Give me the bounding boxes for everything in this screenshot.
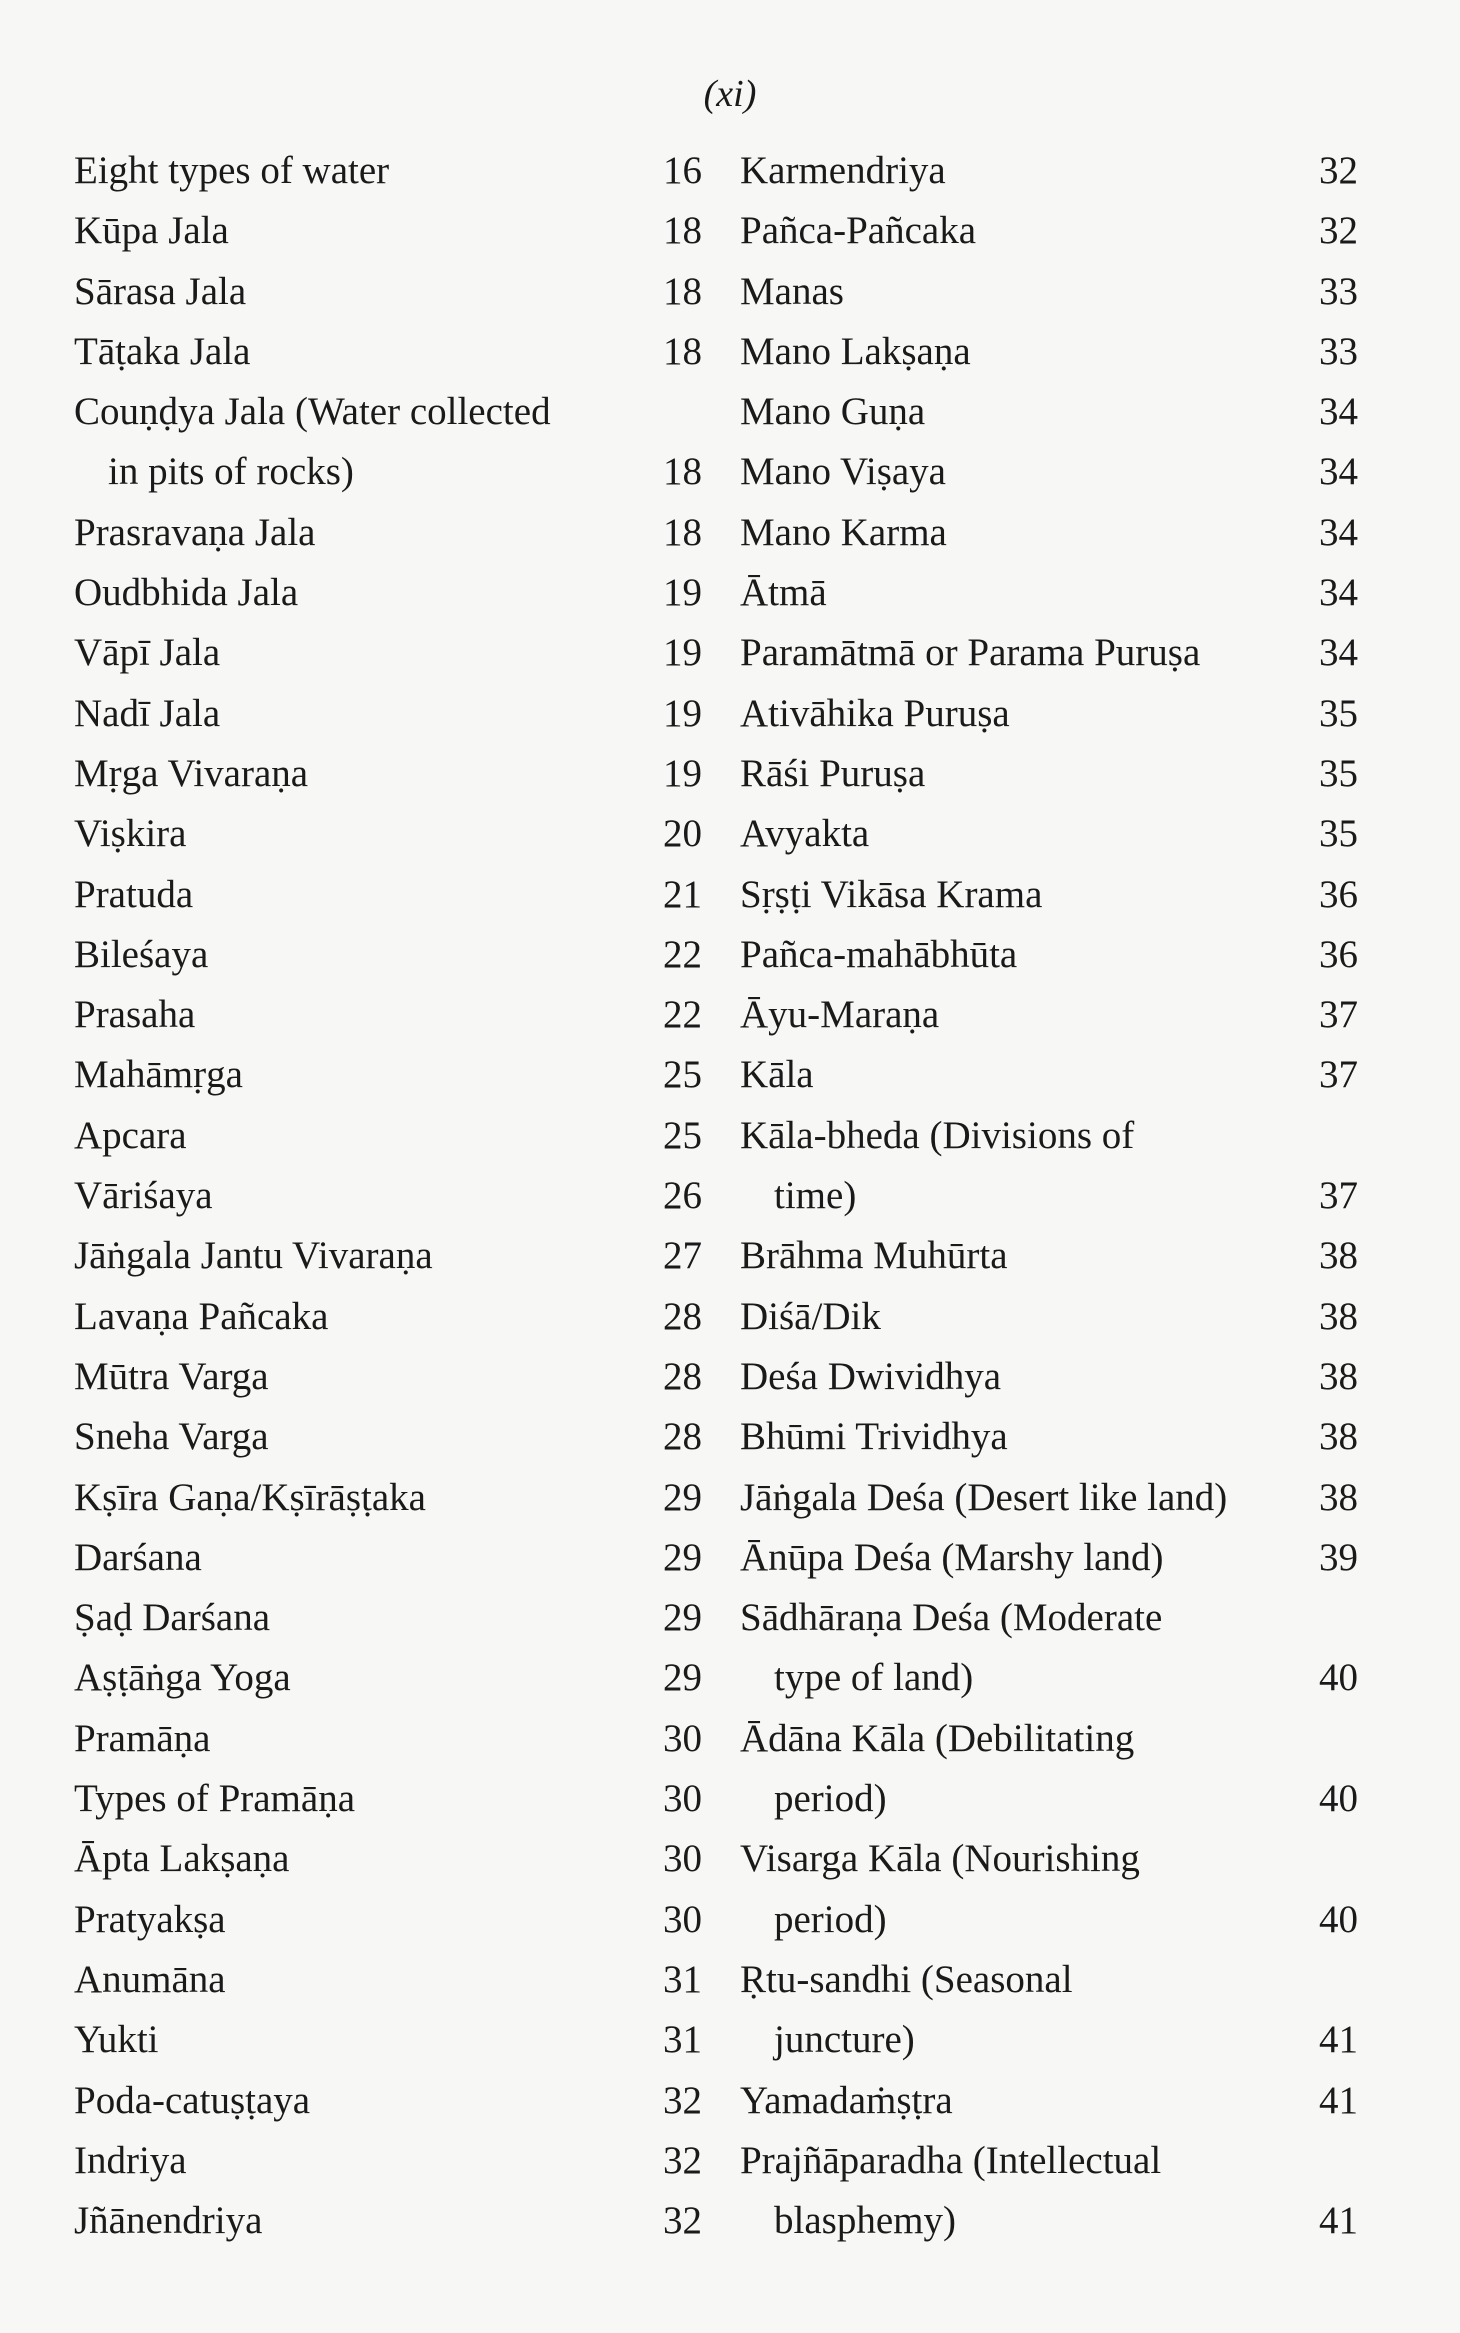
contents-entry xyxy=(740,2071,1358,2131)
entry-page-number: 18 xyxy=(663,209,702,253)
entry-page-number: 40 xyxy=(1319,1656,1358,1700)
contents-entry xyxy=(74,503,702,563)
contents-entry xyxy=(74,141,702,201)
entry-title: Vāriśaya xyxy=(74,1174,213,1218)
entry-page-number: 18 xyxy=(663,269,702,313)
contents-entry xyxy=(740,1226,1358,1286)
contents-entry xyxy=(740,1528,1358,1588)
entry-title: Mahāmṛga xyxy=(74,1053,243,1097)
entry-page-number: 31 xyxy=(663,2018,702,2062)
contents-entry xyxy=(74,1950,702,2010)
entry-page-number: 30 xyxy=(663,1777,702,1821)
entry-title: Rāśi Puruṣa xyxy=(740,751,926,795)
entry-page-number: 32 xyxy=(663,2078,702,2122)
entry-page-number: 19 xyxy=(663,751,702,795)
entry-title: Bileśaya xyxy=(74,932,209,976)
contents-entry xyxy=(740,201,1358,261)
contents-entry xyxy=(74,382,702,503)
entry-title: Ādāna Kāla (Debilitating xyxy=(740,1716,1135,1760)
entry-title: Kṣīra Gaṇa/Kṣīrāṣṭaka xyxy=(74,1475,426,1519)
entry-page-number: 19 xyxy=(663,631,702,675)
contents-entry xyxy=(74,2191,702,2251)
entry-title: Types of Pramāṇa xyxy=(74,1777,356,1821)
contents-entry xyxy=(74,1709,702,1769)
entry-page-number: 25 xyxy=(663,1113,702,1157)
entry-page-number: 28 xyxy=(663,1294,702,1338)
entry-title: Aṣṭāṅga Yoga xyxy=(74,1656,291,1700)
entry-page-number: 19 xyxy=(663,691,702,735)
entry-page-number: 34 xyxy=(1319,450,1358,494)
entry-page-number: 38 xyxy=(1319,1415,1358,1459)
entry-title: Jāṅgala Deśa (Desert like land) xyxy=(740,1475,1228,1519)
entry-title: Brāhma Muhūrta xyxy=(740,1234,1008,1278)
contents-entry xyxy=(740,2131,1358,2252)
contents-entry xyxy=(740,442,1358,502)
entry-page-number: 37 xyxy=(1319,1174,1358,1218)
contents-entry xyxy=(74,1769,702,1829)
entry-page-number: 41 xyxy=(1319,2078,1358,2122)
entry-title: Mano Guṇa xyxy=(740,390,926,434)
contents-entry xyxy=(74,262,702,322)
entry-page-number: 19 xyxy=(663,571,702,615)
entry-title: Pañca-mahābhūta xyxy=(740,932,1018,976)
contents-entry xyxy=(74,322,702,382)
entry-title: Sādhāraṇa Deśa (Moderate xyxy=(740,1596,1163,1640)
contents-entry xyxy=(740,141,1358,201)
entry-title: Kāla xyxy=(740,1053,814,1097)
entry-title: Apcara xyxy=(74,1113,187,1157)
entry-page-number: 40 xyxy=(1319,1777,1358,1821)
entry-title: Tāṭaka Jala xyxy=(74,329,251,373)
entry-page-number: 29 xyxy=(663,1656,702,1700)
contents-entry xyxy=(740,503,1358,563)
entry-title: Karmendriya xyxy=(740,149,946,192)
entry-title: Indriya xyxy=(74,2138,187,2182)
entry-page-number: 41 xyxy=(1319,2199,1358,2243)
contents-entry xyxy=(74,1588,702,1648)
contents-entry xyxy=(74,623,702,683)
entry-title: Sṛṣṭi Vikāsa Krama xyxy=(740,872,1043,916)
entry-title: Mṛga Vivaraṇa xyxy=(74,751,309,795)
contents-entry xyxy=(740,865,1358,925)
entry-page-number: 22 xyxy=(663,993,702,1037)
entry-page-number: 36 xyxy=(1319,932,1358,976)
entry-title: Sneha Varga xyxy=(74,1415,269,1459)
contents-entry xyxy=(740,1950,1358,2071)
entry-title: Lavaṇa Pañcaka xyxy=(74,1294,329,1338)
entry-title: Mano Karma xyxy=(740,510,947,554)
entry-page-number: 37 xyxy=(1319,993,1358,1037)
entry-page-number: 41 xyxy=(1319,2018,1358,2062)
entry-page-number: 20 xyxy=(663,812,702,856)
entry-page-number: 35 xyxy=(1319,751,1358,795)
entry-title: Bhūmi Trividhya xyxy=(740,1415,1008,1459)
contents-column-left xyxy=(74,141,702,2251)
contents-entry xyxy=(740,684,1358,744)
entry-title: juncture) xyxy=(774,2018,915,2062)
entry-title: Ātmā xyxy=(740,571,827,615)
entry-title: Nadī Jala xyxy=(74,691,221,735)
entry-page-number: 27 xyxy=(663,1234,702,1278)
entry-page-number: 35 xyxy=(1319,812,1358,856)
entry-page-number: 36 xyxy=(1319,872,1358,916)
contents-entry xyxy=(740,985,1358,1045)
contents-entry xyxy=(740,563,1358,623)
contents-entry xyxy=(74,1287,702,1347)
entry-page-number: 16 xyxy=(663,149,702,192)
entry-page-number: 29 xyxy=(663,1535,702,1579)
entry-title: Oudbhida Jala xyxy=(74,571,299,615)
entry-title: Yukti xyxy=(74,2018,159,2062)
entry-page-number: 18 xyxy=(663,510,702,554)
contents-entry xyxy=(740,623,1358,683)
entry-title: Prajñāparadha (Intellectual xyxy=(740,2138,1162,2182)
contents-entry xyxy=(740,1468,1358,1528)
contents-entry xyxy=(74,1166,702,1226)
entry-title: Āpta Lakṣaṇa xyxy=(74,1837,290,1881)
entry-page-number: 28 xyxy=(663,1354,702,1398)
entry-title: Anumāna xyxy=(74,1957,226,2001)
contents-entry xyxy=(74,563,702,623)
entry-page-number: 32 xyxy=(1319,209,1358,253)
entry-title: Prasravaṇa Jala xyxy=(74,510,316,554)
entry-page-number: 30 xyxy=(663,1837,702,1881)
contents-entry xyxy=(740,1829,1358,1950)
entry-title: Sārasa Jala xyxy=(74,269,247,313)
entry-title: Poda-catuṣṭaya xyxy=(74,2078,311,2122)
entry-title: Kāla-bheda (Divisions of xyxy=(740,1113,1135,1157)
contents-entry xyxy=(740,1588,1358,1709)
entry-title: Viṣkira xyxy=(74,812,187,856)
contents-entry xyxy=(74,1347,702,1407)
entry-title: Eight types of water xyxy=(74,149,390,192)
contents-entry xyxy=(74,1106,702,1166)
entry-page-number: 28 xyxy=(663,1415,702,1459)
entry-page-number: 32 xyxy=(663,2199,702,2243)
entry-title: Pratuda xyxy=(74,872,194,916)
entry-title: Diśā/Dik xyxy=(740,1294,881,1338)
entry-title: Ṣaḍ Darśana xyxy=(74,1596,271,1640)
contents-entry xyxy=(740,1709,1358,1830)
entry-page-number: 35 xyxy=(1319,691,1358,735)
contents-entry xyxy=(740,925,1358,985)
contents-entry xyxy=(74,925,702,985)
entry-title: Pramāṇa xyxy=(74,1716,211,1760)
entry-page-number: 34 xyxy=(1319,631,1358,675)
entry-page-number: 39 xyxy=(1319,1535,1358,1579)
entry-page-number: 18 xyxy=(663,329,702,373)
entry-title: Jāṅgala Jantu Vivaraṇa xyxy=(74,1234,433,1278)
page-folio: (xi) xyxy=(703,73,757,115)
contents-entry xyxy=(74,684,702,744)
contents-entry xyxy=(74,1226,702,1286)
contents-entry xyxy=(74,865,702,925)
contents-entry xyxy=(740,1347,1358,1407)
entry-page-number: 38 xyxy=(1319,1475,1358,1519)
contents-entry xyxy=(74,985,702,1045)
contents-entry xyxy=(740,1106,1358,1227)
entry-title: time) xyxy=(774,1174,857,1218)
entry-title: Ativāhika Puruṣa xyxy=(740,691,1010,735)
contents-entry xyxy=(74,744,702,804)
entry-page-number: 40 xyxy=(1319,1897,1358,1941)
entry-title: Prasaha xyxy=(74,993,196,1037)
contents-entry xyxy=(74,804,702,864)
contents-entry xyxy=(74,201,702,261)
entry-page-number: 18 xyxy=(663,450,702,494)
entry-title: Jñānendriya xyxy=(74,2199,263,2243)
contents-entry xyxy=(74,1407,702,1467)
contents-entry xyxy=(740,382,1358,442)
entry-page-number: 31 xyxy=(663,1957,702,2001)
entry-title: Avyakta xyxy=(740,812,870,856)
entry-page-number: 25 xyxy=(663,1053,702,1097)
entry-title: Pañca-Pañcaka xyxy=(740,209,977,253)
entry-title: Darśana xyxy=(74,1535,202,1579)
contents-entry xyxy=(74,1468,702,1528)
contents-column-right xyxy=(740,141,1358,2251)
contents-entry xyxy=(740,1045,1358,1105)
entry-title: Mano Viṣaya xyxy=(740,450,946,494)
entry-title: Āyu-Maraṇa xyxy=(740,993,940,1037)
contents-entry xyxy=(74,1045,702,1105)
contents-entry xyxy=(740,804,1358,864)
entry-page-number: 33 xyxy=(1319,329,1358,373)
entry-title: in pits of rocks) xyxy=(108,450,354,494)
contents-entry xyxy=(74,1890,702,1950)
entry-title: Deśa Dwividhya xyxy=(740,1354,1002,1398)
contents-entry xyxy=(74,1648,702,1708)
entry-page-number: 32 xyxy=(663,2138,702,2182)
entry-title: Mūtra Varga xyxy=(74,1354,269,1398)
entry-title: Couṇḍya Jala (Water collected xyxy=(74,390,551,434)
entry-page-number: 38 xyxy=(1319,1354,1358,1398)
entry-page-number: 26 xyxy=(663,1174,702,1218)
entry-page-number: 32 xyxy=(1319,149,1358,192)
contents-entry xyxy=(74,1829,702,1889)
entry-title: Pratyakṣa xyxy=(74,1897,226,1941)
entry-page-number: 29 xyxy=(663,1596,702,1640)
contents-entry xyxy=(74,2071,702,2131)
entry-title: period) xyxy=(774,1897,887,1941)
entry-page-number: 30 xyxy=(663,1897,702,1941)
entry-page-number: 38 xyxy=(1319,1294,1358,1338)
contents-entry xyxy=(740,262,1358,322)
contents-entry xyxy=(740,744,1358,804)
entry-page-number: 34 xyxy=(1319,571,1358,615)
entry-page-number: 33 xyxy=(1319,269,1358,313)
contents-entry xyxy=(740,1287,1358,1347)
entry-title: type of land) xyxy=(774,1656,974,1700)
entry-title: Vāpī Jala xyxy=(74,631,221,675)
entry-page-number: 34 xyxy=(1319,390,1358,434)
entry-page-number: 22 xyxy=(663,932,702,976)
entry-page-number: 38 xyxy=(1319,1234,1358,1278)
contents-entry xyxy=(740,322,1358,382)
entry-title: Ṛtu-sandhi (Seasonal xyxy=(740,1957,1073,2001)
contents-entry xyxy=(74,2010,702,2070)
entry-page-number: 34 xyxy=(1319,510,1358,554)
contents-entry xyxy=(74,1528,702,1588)
entry-title: Ānūpa Deśa (Marshy land) xyxy=(740,1535,1164,1579)
entry-page-number: 30 xyxy=(663,1716,702,1760)
entry-title: Visarga Kāla (Nourishing xyxy=(740,1837,1140,1881)
entry-page-number: 29 xyxy=(663,1475,702,1519)
entry-title: Kūpa Jala xyxy=(74,209,229,253)
entry-title: blasphemy) xyxy=(774,2199,956,2243)
entry-page-number: 37 xyxy=(1319,1053,1358,1097)
entry-title: Paramātmā or Parama Puruṣa xyxy=(740,631,1201,675)
entry-page-number: 21 xyxy=(663,872,702,916)
contents-entry xyxy=(740,1407,1358,1467)
entry-title: Manas xyxy=(740,269,844,313)
contents-entry xyxy=(74,2131,702,2191)
entry-title: Mano Lakṣaṇa xyxy=(740,329,971,373)
entry-title: period) xyxy=(774,1777,887,1821)
entry-title: Yamadaṁṣṭra xyxy=(740,2078,953,2122)
